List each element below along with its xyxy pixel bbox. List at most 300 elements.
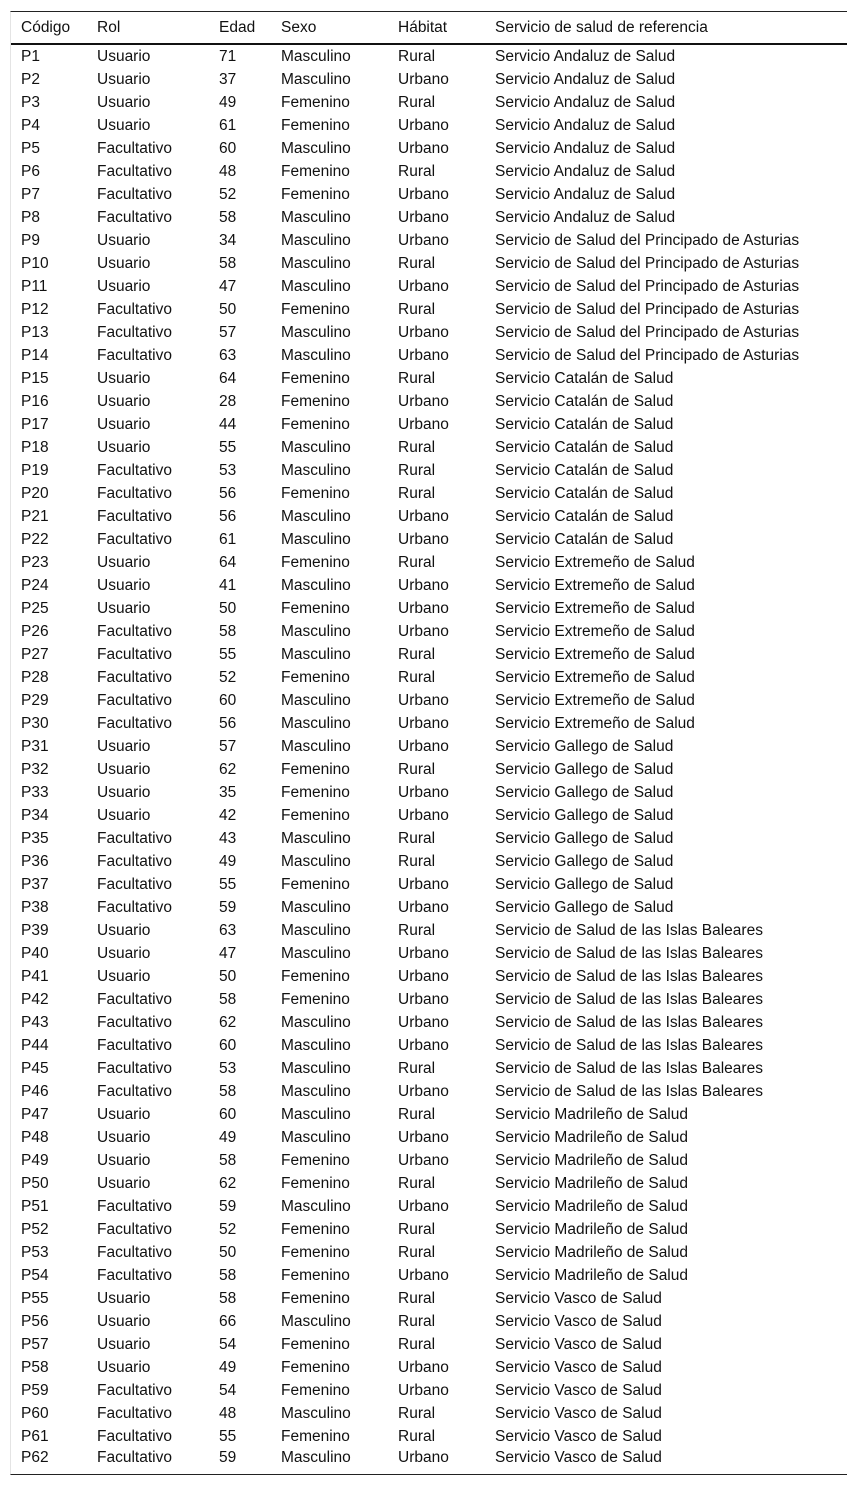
cell-habitat: Rural xyxy=(398,1336,436,1353)
cell-sexo: Femenino xyxy=(281,1221,350,1238)
cell-servicio: Servicio Andaluz de Salud xyxy=(495,71,676,88)
cell-sexo: Femenino xyxy=(281,94,350,111)
cell-edad: 56 xyxy=(219,485,237,502)
cell-rol: Facultativo xyxy=(97,1221,172,1238)
cell-habitat: Urbano xyxy=(398,186,449,203)
cell-servicio: Servicio de Salud de las Islas Baleares xyxy=(495,1060,763,1077)
cell-habitat: Urbano xyxy=(398,1267,449,1284)
cell-sexo: Masculino xyxy=(281,462,351,479)
table-row xyxy=(11,1402,847,1425)
cell-codigo: P48 xyxy=(21,1129,49,1146)
cell-habitat: Rural xyxy=(398,301,436,318)
cell-rol: Facultativo xyxy=(97,140,172,157)
cell-sexo: Masculino xyxy=(281,715,351,732)
table-row xyxy=(11,850,847,873)
cell-codigo: P14 xyxy=(21,347,49,364)
cell-servicio: Servicio Madrileño de Salud xyxy=(495,1129,688,1146)
cell-sexo: Masculino xyxy=(281,255,351,272)
cell-sexo: Masculino xyxy=(281,738,351,755)
table-row xyxy=(11,620,847,643)
cell-edad: 37 xyxy=(219,71,237,88)
cell-sexo: Femenino xyxy=(281,600,350,617)
table-row xyxy=(11,298,847,321)
cell-codigo: P57 xyxy=(21,1336,49,1353)
table-row xyxy=(11,413,847,436)
cell-rol: Facultativo xyxy=(97,186,172,203)
table-row xyxy=(11,1379,847,1402)
cell-edad: 60 xyxy=(219,140,237,157)
cell-codigo: P26 xyxy=(21,623,49,640)
cell-habitat: Rural xyxy=(398,255,436,272)
table-row xyxy=(11,735,847,758)
table-row xyxy=(11,91,847,114)
table-row xyxy=(11,275,847,298)
header-servicio: Servicio de salud de referencia xyxy=(495,12,847,44)
cell-habitat: Urbano xyxy=(398,991,449,1008)
cell-habitat: Urbano xyxy=(398,232,449,249)
cell-habitat: Rural xyxy=(398,646,436,663)
cell-sexo: Masculino xyxy=(281,830,351,847)
cell-codigo: P62 xyxy=(21,1449,49,1466)
cell-habitat: Rural xyxy=(398,1060,436,1077)
cell-rol: Usuario xyxy=(97,761,151,778)
cell-rol: Facultativo xyxy=(97,899,172,916)
cell-habitat: Urbano xyxy=(398,508,449,525)
cell-codigo: P9 xyxy=(21,232,40,249)
cell-edad: 47 xyxy=(219,278,237,295)
cell-servicio: Servicio de Salud del Principado de Asturias xyxy=(495,255,800,272)
cell-habitat: Rural xyxy=(398,48,436,65)
table-row xyxy=(11,1057,847,1080)
cell-habitat: Urbano xyxy=(398,209,449,226)
cell-sexo: Femenino xyxy=(281,807,350,824)
cell-rol: Facultativo xyxy=(97,1382,172,1399)
cell-sexo: Femenino xyxy=(281,1267,350,1284)
table-row xyxy=(11,68,847,91)
cell-codigo: P58 xyxy=(21,1359,49,1376)
cell-sexo: Masculino xyxy=(281,1014,351,1031)
cell-sexo: Masculino xyxy=(281,1313,351,1330)
cell-servicio: Servicio Catalán de Salud xyxy=(495,462,674,479)
table-row xyxy=(11,505,847,528)
table-row xyxy=(11,988,847,1011)
cell-codigo: P33 xyxy=(21,784,49,801)
cell-servicio: Servicio Gallego de Salud xyxy=(495,738,674,755)
cell-rol: Facultativo xyxy=(97,462,172,479)
table-row xyxy=(11,919,847,942)
cell-codigo: P24 xyxy=(21,577,49,594)
cell-edad: 64 xyxy=(219,370,237,387)
cell-habitat: Urbano xyxy=(398,577,449,594)
cell-sexo: Femenino xyxy=(281,117,350,134)
table-row xyxy=(11,1333,847,1356)
cell-sexo: Femenino xyxy=(281,370,350,387)
cell-edad: 44 xyxy=(219,416,237,433)
cell-rol: Usuario xyxy=(97,1313,151,1330)
table-row xyxy=(11,137,847,160)
cell-edad: 54 xyxy=(219,1336,237,1353)
cell-edad: 60 xyxy=(219,1037,237,1054)
cell-rol: Usuario xyxy=(97,393,151,410)
table-row xyxy=(11,1218,847,1241)
table-row xyxy=(11,114,847,137)
cell-servicio: Servicio Extremeño de Salud xyxy=(495,715,695,732)
cell-edad: 64 xyxy=(219,554,237,571)
cell-habitat: Urbano xyxy=(398,1152,449,1169)
cell-edad: 60 xyxy=(219,692,237,709)
table-row xyxy=(11,712,847,735)
cell-edad: 71 xyxy=(219,48,237,65)
cell-codigo: P15 xyxy=(21,370,49,387)
cell-habitat: Urbano xyxy=(398,416,449,433)
cell-habitat: Urbano xyxy=(398,623,449,640)
cell-codigo: P12 xyxy=(21,301,49,318)
header-sexo: Sexo xyxy=(281,12,398,44)
cell-habitat: Urbano xyxy=(398,117,449,134)
cell-rol: Usuario xyxy=(97,554,151,571)
cell-sexo: Masculino xyxy=(281,209,351,226)
cell-codigo: P2 xyxy=(21,71,40,88)
cell-servicio: Servicio de Salud del Principado de Asturias xyxy=(495,232,800,249)
cell-rol: Facultativo xyxy=(97,991,172,1008)
cell-sexo: Femenino xyxy=(281,163,350,180)
cell-servicio: Servicio Andaluz de Salud xyxy=(495,186,676,203)
cell-codigo: P25 xyxy=(21,600,49,617)
cell-servicio: Servicio Madrileño de Salud xyxy=(495,1175,688,1192)
cell-codigo: P45 xyxy=(21,1060,49,1077)
cell-habitat: Urbano xyxy=(398,1014,449,1031)
table-row xyxy=(11,1011,847,1034)
cell-servicio: Servicio Catalán de Salud xyxy=(495,439,674,456)
header-codigo: Código xyxy=(11,12,97,44)
cell-habitat: Rural xyxy=(398,554,436,571)
table-row xyxy=(11,1195,847,1218)
cell-rol: Facultativo xyxy=(97,1244,172,1261)
cell-rol: Facultativo xyxy=(97,347,172,364)
cell-sexo: Femenino xyxy=(281,1382,350,1399)
cell-edad: 57 xyxy=(219,324,237,341)
table-row xyxy=(11,1149,847,1172)
cell-codigo: P49 xyxy=(21,1152,49,1169)
cell-servicio: Servicio Catalán de Salud xyxy=(495,393,674,410)
cell-servicio: Servicio Andaluz de Salud xyxy=(495,140,676,157)
cell-habitat: Urbano xyxy=(398,278,449,295)
cell-habitat: Urbano xyxy=(398,807,449,824)
cell-edad: 49 xyxy=(219,1359,237,1376)
cell-edad: 58 xyxy=(219,255,237,272)
cell-servicio: Servicio Vasco de Salud xyxy=(495,1428,662,1445)
cell-habitat: Urbano xyxy=(398,393,449,410)
cell-edad: 59 xyxy=(219,1198,237,1215)
table-row xyxy=(11,827,847,850)
cell-sexo: Femenino xyxy=(281,416,350,433)
cell-servicio: Servicio Andaluz de Salud xyxy=(495,163,676,180)
table-row xyxy=(11,896,847,919)
cell-edad: 52 xyxy=(219,186,237,203)
table-row xyxy=(11,666,847,689)
cell-rol: Usuario xyxy=(97,784,151,801)
cell-sexo: Masculino xyxy=(281,899,351,916)
cell-codigo: P50 xyxy=(21,1175,49,1192)
participants-table-container xyxy=(10,11,847,1475)
cell-codigo: P47 xyxy=(21,1106,49,1123)
cell-habitat: Urbano xyxy=(398,1037,449,1054)
cell-rol: Usuario xyxy=(97,117,151,134)
cell-codigo: P27 xyxy=(21,646,49,663)
cell-rol: Facultativo xyxy=(97,301,172,318)
cell-servicio: Servicio Andaluz de Salud xyxy=(495,94,676,111)
cell-rol: Usuario xyxy=(97,968,151,985)
cell-edad: 57 xyxy=(219,738,237,755)
cell-sexo: Masculino xyxy=(281,577,351,594)
cell-servicio: Servicio de Salud de las Islas Baleares xyxy=(495,945,763,962)
cell-edad: 63 xyxy=(219,922,237,939)
cell-rol: Usuario xyxy=(97,278,151,295)
cell-edad: 58 xyxy=(219,1083,237,1100)
table-row xyxy=(11,160,847,183)
cell-sexo: Masculino xyxy=(281,1129,351,1146)
cell-habitat: Urbano xyxy=(398,531,449,548)
cell-habitat: Urbano xyxy=(398,692,449,709)
table-row xyxy=(11,1103,847,1126)
table-row xyxy=(11,781,847,804)
cell-servicio: Servicio Gallego de Salud xyxy=(495,807,674,824)
cell-rol: Facultativo xyxy=(97,163,172,180)
header-row xyxy=(11,12,847,44)
cell-sexo: Masculino xyxy=(281,1060,351,1077)
cell-rol: Facultativo xyxy=(97,1060,172,1077)
cell-edad: 61 xyxy=(219,117,237,134)
cell-sexo: Masculino xyxy=(281,853,351,870)
cell-sexo: Femenino xyxy=(281,991,350,1008)
cell-sexo: Femenino xyxy=(281,186,350,203)
cell-habitat: Urbano xyxy=(398,140,449,157)
table-row xyxy=(11,1425,847,1448)
cell-habitat: Rural xyxy=(398,370,436,387)
cell-habitat: Rural xyxy=(398,761,436,778)
cell-servicio: Servicio Vasco de Salud xyxy=(495,1449,662,1466)
cell-rol: Usuario xyxy=(97,807,151,824)
cell-codigo: P40 xyxy=(21,945,49,962)
cell-rol: Facultativo xyxy=(97,1014,172,1031)
cell-rol: Facultativo xyxy=(97,830,172,847)
cell-codigo: P34 xyxy=(21,807,49,824)
cell-servicio: Servicio Catalán de Salud xyxy=(495,508,674,525)
cell-edad: 62 xyxy=(219,1014,237,1031)
cell-habitat: Urbano xyxy=(398,1382,449,1399)
table-row xyxy=(11,873,847,896)
cell-edad: 62 xyxy=(219,1175,237,1192)
cell-sexo: Masculino xyxy=(281,48,351,65)
table-row xyxy=(11,1356,847,1379)
cell-sexo: Masculino xyxy=(281,439,351,456)
cell-codigo: P21 xyxy=(21,508,49,525)
cell-rol: Usuario xyxy=(97,416,151,433)
cell-sexo: Masculino xyxy=(281,1449,351,1466)
cell-codigo: P54 xyxy=(21,1267,49,1284)
cell-rol: Usuario xyxy=(97,577,151,594)
table-row xyxy=(11,1448,847,1474)
cell-codigo: P11 xyxy=(21,278,48,295)
cell-servicio: Servicio Andaluz de Salud xyxy=(495,209,676,226)
cell-codigo: P42 xyxy=(21,991,49,1008)
cell-codigo: P22 xyxy=(21,531,49,548)
cell-edad: 49 xyxy=(219,94,237,111)
table-row xyxy=(11,965,847,988)
cell-codigo: P55 xyxy=(21,1290,49,1307)
cell-rol: Facultativo xyxy=(97,1449,172,1466)
cell-codigo: P38 xyxy=(21,899,49,916)
cell-codigo: P30 xyxy=(21,715,49,732)
cell-servicio: Servicio Vasco de Salud xyxy=(495,1382,662,1399)
cell-servicio: Servicio Catalán de Salud xyxy=(495,485,674,502)
cell-edad: 50 xyxy=(219,301,237,318)
cell-edad: 58 xyxy=(219,1267,237,1284)
cell-codigo: P51 xyxy=(21,1198,49,1215)
cell-codigo: P31 xyxy=(21,738,49,755)
cell-habitat: Rural xyxy=(398,1290,436,1307)
cell-servicio: Servicio de Salud del Principado de Asturias xyxy=(495,278,800,295)
cell-sexo: Masculino xyxy=(281,945,351,962)
cell-rol: Usuario xyxy=(97,255,151,272)
cell-sexo: Femenino xyxy=(281,784,350,801)
cell-edad: 34 xyxy=(219,232,237,249)
cell-servicio: Servicio Vasco de Salud xyxy=(495,1313,662,1330)
cell-servicio: Servicio de Salud del Principado de Asturias xyxy=(495,347,800,364)
cell-codigo: P35 xyxy=(21,830,49,847)
cell-servicio: Servicio Extremeño de Salud xyxy=(495,646,695,663)
cell-sexo: Masculino xyxy=(281,692,351,709)
cell-servicio: Servicio de Salud de las Islas Baleares xyxy=(495,1083,763,1100)
cell-rol: Usuario xyxy=(97,922,151,939)
cell-codigo: P43 xyxy=(21,1014,49,1031)
cell-habitat: Rural xyxy=(398,485,436,502)
header-edad: Edad xyxy=(219,12,281,44)
cell-servicio: Servicio Gallego de Salud xyxy=(495,761,674,778)
cell-edad: 54 xyxy=(219,1382,237,1399)
cell-codigo: P60 xyxy=(21,1405,49,1422)
cell-servicio: Servicio Catalán de Salud xyxy=(495,370,674,387)
table-row xyxy=(11,1126,847,1149)
cell-codigo: P5 xyxy=(21,140,40,157)
cell-servicio: Servicio Andaluz de Salud xyxy=(495,117,676,134)
table-row xyxy=(11,758,847,781)
cell-rol: Usuario xyxy=(97,232,151,249)
table-row xyxy=(11,942,847,965)
cell-sexo: Femenino xyxy=(281,1359,350,1376)
cell-codigo: P1 xyxy=(21,48,40,65)
table-row xyxy=(11,482,847,505)
cell-sexo: Femenino xyxy=(281,1428,350,1445)
cell-rol: Usuario xyxy=(97,71,151,88)
cell-habitat: Rural xyxy=(398,462,436,479)
cell-habitat: Urbano xyxy=(398,1129,449,1146)
cell-servicio: Servicio Madrileño de Salud xyxy=(495,1152,688,1169)
cell-servicio: Servicio de Salud de las Islas Baleares xyxy=(495,1037,763,1054)
cell-sexo: Femenino xyxy=(281,1290,350,1307)
cell-codigo: P16 xyxy=(21,393,49,410)
cell-rol: Facultativo xyxy=(97,646,172,663)
cell-servicio: Servicio Vasco de Salud xyxy=(495,1359,662,1376)
cell-rol: Facultativo xyxy=(97,209,172,226)
cell-servicio: Servicio Gallego de Salud xyxy=(495,876,674,893)
cell-edad: 49 xyxy=(219,853,237,870)
cell-habitat: Urbano xyxy=(398,600,449,617)
cell-habitat: Rural xyxy=(398,1244,436,1261)
cell-edad: 56 xyxy=(219,508,237,525)
cell-servicio: Servicio Extremeño de Salud xyxy=(495,600,695,617)
participants-table xyxy=(11,12,847,1474)
cell-sexo: Masculino xyxy=(281,1405,351,1422)
cell-servicio: Servicio Catalán de Salud xyxy=(495,531,674,548)
table-row xyxy=(11,643,847,666)
table-row xyxy=(11,44,847,68)
cell-habitat: Rural xyxy=(398,1313,436,1330)
table-row xyxy=(11,1310,847,1333)
cell-edad: 56 xyxy=(219,715,237,732)
cell-rol: Facultativo xyxy=(97,1267,172,1284)
cell-rol: Usuario xyxy=(97,1359,151,1376)
cell-rol: Usuario xyxy=(97,1336,151,1353)
cell-sexo: Masculino xyxy=(281,646,351,663)
cell-habitat: Urbano xyxy=(398,899,449,916)
table-row xyxy=(11,183,847,206)
cell-rol: Usuario xyxy=(97,48,151,65)
cell-codigo: P28 xyxy=(21,669,49,686)
cell-sexo: Femenino xyxy=(281,669,350,686)
cell-servicio: Servicio de Salud de las Islas Baleares xyxy=(495,968,763,985)
cell-edad: 55 xyxy=(219,1428,237,1445)
cell-rol: Usuario xyxy=(97,738,151,755)
cell-edad: 58 xyxy=(219,209,237,226)
cell-edad: 58 xyxy=(219,1152,237,1169)
cell-sexo: Femenino xyxy=(281,1175,350,1192)
cell-habitat: Urbano xyxy=(398,968,449,985)
cell-rol: Facultativo xyxy=(97,623,172,640)
cell-codigo: P19 xyxy=(21,462,49,479)
cell-sexo: Femenino xyxy=(281,1152,350,1169)
cell-edad: 55 xyxy=(219,439,237,456)
cell-sexo: Femenino xyxy=(281,554,350,571)
cell-codigo: P59 xyxy=(21,1382,49,1399)
cell-codigo: P32 xyxy=(21,761,49,778)
cell-codigo: P37 xyxy=(21,876,49,893)
cell-sexo: Femenino xyxy=(281,393,350,410)
table-row xyxy=(11,436,847,459)
cell-rol: Facultativo xyxy=(97,1037,172,1054)
cell-servicio: Servicio Madrileño de Salud xyxy=(495,1267,688,1284)
table-row xyxy=(11,689,847,712)
table-row xyxy=(11,459,847,482)
cell-sexo: Femenino xyxy=(281,485,350,502)
cell-rol: Usuario xyxy=(97,1152,151,1169)
cell-codigo: P39 xyxy=(21,922,49,939)
cell-rol: Facultativo xyxy=(97,1083,172,1100)
cell-codigo: P17 xyxy=(21,416,49,433)
cell-codigo: P13 xyxy=(21,324,49,341)
table-row xyxy=(11,252,847,275)
cell-sexo: Masculino xyxy=(281,278,351,295)
cell-codigo: P18 xyxy=(21,439,49,456)
cell-servicio: Servicio Extremeño de Salud xyxy=(495,692,695,709)
cell-habitat: Urbano xyxy=(398,1359,449,1376)
cell-rol: Facultativo xyxy=(97,853,172,870)
cell-edad: 53 xyxy=(219,1060,237,1077)
cell-servicio: Servicio Gallego de Salud xyxy=(495,853,674,870)
cell-servicio: Servicio Gallego de Salud xyxy=(495,830,674,847)
cell-rol: Usuario xyxy=(97,600,151,617)
cell-rol: Usuario xyxy=(97,945,151,962)
